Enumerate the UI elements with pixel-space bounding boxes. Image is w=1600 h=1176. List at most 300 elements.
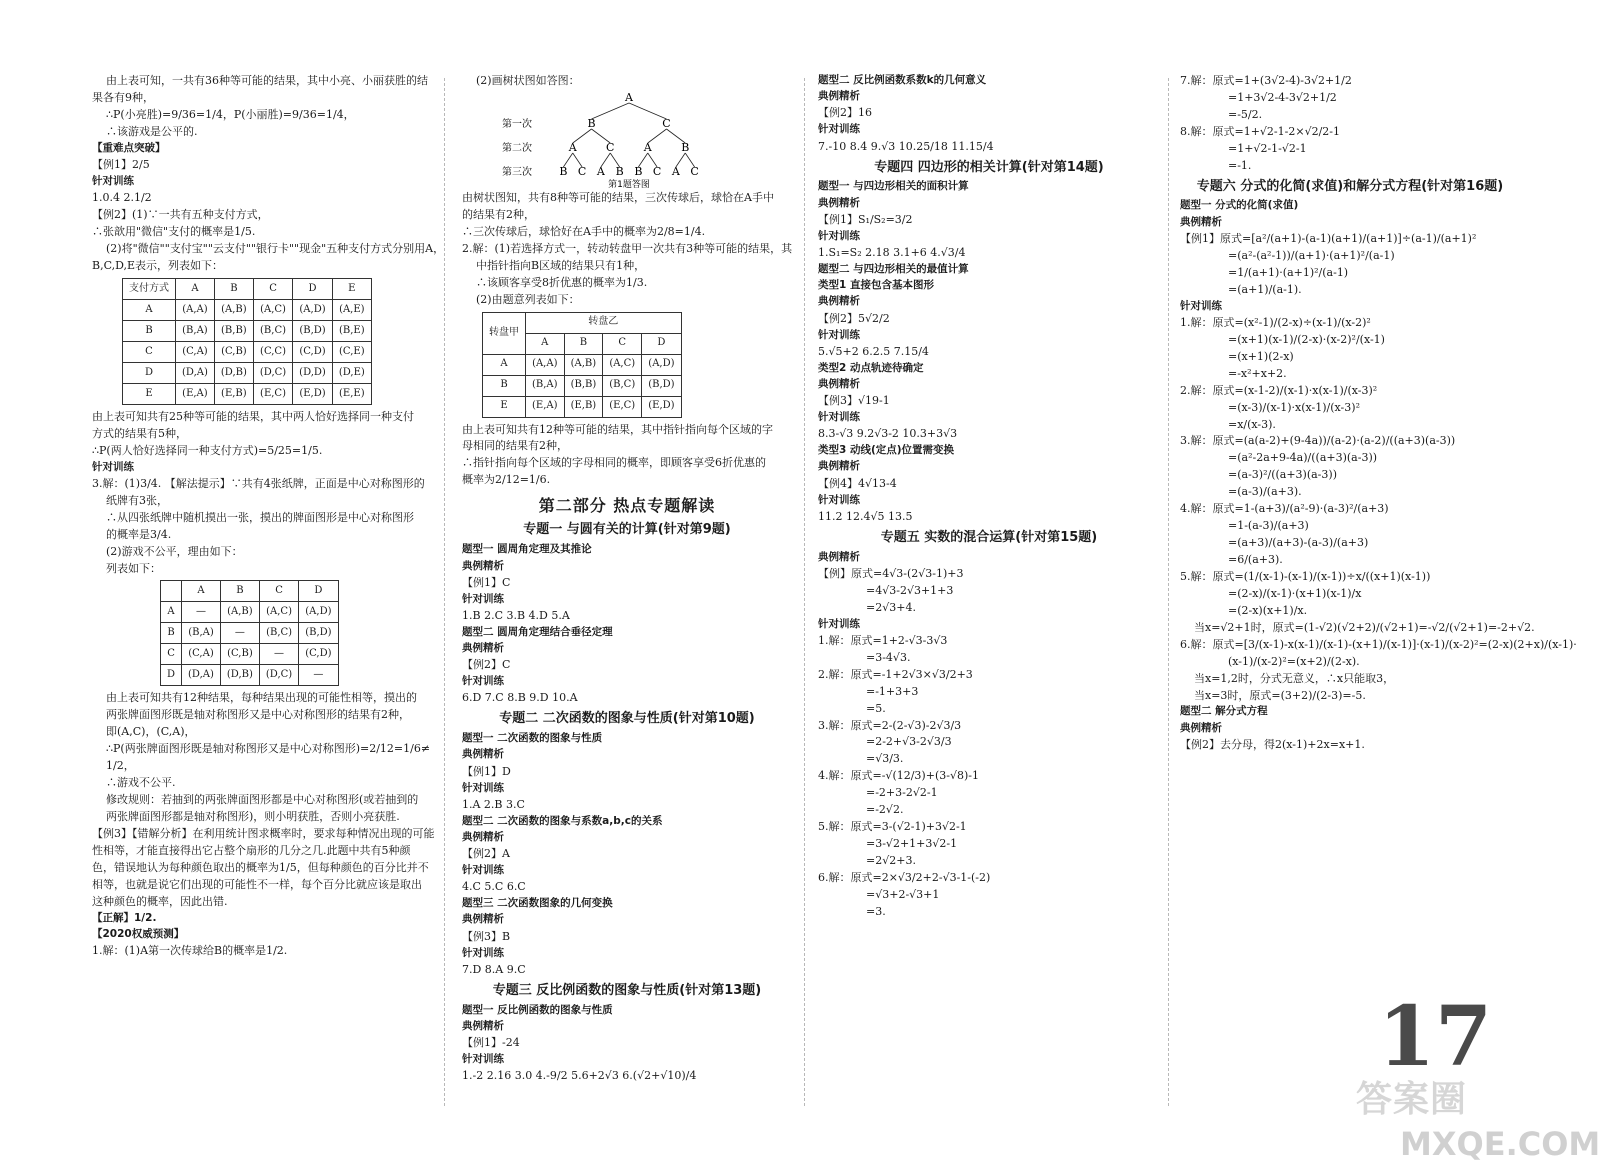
table-row xyxy=(123,362,372,383)
table-cell: B xyxy=(161,623,182,644)
table-row xyxy=(161,602,339,623)
text-line: 类型1 直接包含基本图形 xyxy=(818,279,934,292)
text-line: 【例1】C xyxy=(462,575,511,589)
text-line: ∴该游戏是公平的. xyxy=(106,124,198,138)
section-heading: 专题六 分式的化简(求值)和解分式方程(针对第16题) xyxy=(1196,178,1504,194)
table-cell: (D,C) xyxy=(259,665,298,686)
table-cell: (E,A) xyxy=(176,383,215,404)
text-line: 针对训练 xyxy=(462,946,504,959)
column-1-lines-3 xyxy=(92,690,435,959)
text-line: 【例3】【错解分析】在利用统计图求概率时，要求每种情况出现的可能 xyxy=(92,826,435,840)
text-line: 两张牌面图形既是轴对称图形又是中心对称图形的结果有2种， xyxy=(106,708,410,722)
table-cell: (C,D) xyxy=(293,341,333,362)
table-cell: C xyxy=(259,581,298,602)
table-cell: B xyxy=(214,278,253,299)
text-line: =(a²-2a+9-4a)/((a+3)(a-3)) xyxy=(1228,451,1378,465)
text-line: 针对训练 xyxy=(818,328,860,341)
table-cell: (A,D) xyxy=(642,354,681,375)
table-cell: (C,E) xyxy=(332,341,371,362)
text-line: 1.解：原式=1+2-√3-3√3 xyxy=(818,633,948,647)
text-line: 题型二 二次函数的图象与系数a,b,c的关系 xyxy=(462,814,663,827)
table-cell: (A,C) xyxy=(603,354,642,375)
table-row xyxy=(483,375,682,396)
text-line: ∴指针指向每个区域的字母相同的概率，即顾客享受6折优惠的 xyxy=(462,456,766,470)
text-line: =(x+1)(x-1)/(2-x)·(x-2)²/(x-1) xyxy=(1228,332,1385,346)
text-line: 题型一 分式的化简(求值) xyxy=(1180,199,1299,212)
text-line: 中指针指向B区域的结果只有1种， xyxy=(476,258,646,272)
table-cell: (C,B) xyxy=(220,644,259,665)
table-cell: (A,D) xyxy=(299,602,338,623)
text-line: 母相同的结果有2种， xyxy=(462,439,568,453)
text-line: 6.解：原式=[3/(x-1)-x(x-1)/(x-1)-(x+1)/(x-1)]·(x-1)/(x-2)²=(2-x)(2+x)/(x-1)· xyxy=(1180,637,1577,651)
text-line: 【例1】2/5 xyxy=(92,157,150,171)
section-heading: 专题四 四边形的相关计算(针对第14题) xyxy=(874,159,1104,175)
tree-diagram xyxy=(502,91,712,189)
table-cell: A xyxy=(526,333,565,354)
section-heading: 专题一 与圆有关的计算(针对第9题) xyxy=(523,522,731,538)
text-line: 5.解：原式=(1/(x-1)-(x-1)/(x-1))÷x/((x+1)(x-1)) xyxy=(1180,569,1431,583)
table-cell: A xyxy=(176,278,215,299)
column-divider xyxy=(1168,78,1169,1106)
table-cell: (C,C) xyxy=(253,341,292,362)
table-cell: (B,A) xyxy=(182,623,221,644)
text-line: =(2-x)/(x-1)·(x+1)(x-1)/x xyxy=(1228,586,1362,600)
table-cell: (A,B) xyxy=(220,602,259,623)
tree-node: B xyxy=(559,164,568,178)
text-line: 两张牌面图形都是轴对称图形)，则小明获胜，否则小亮获胜. xyxy=(106,810,400,824)
section-heading: 专题二 二次函数的图象与性质(针对第10题) xyxy=(499,711,755,727)
table-cell: (E,B) xyxy=(564,396,603,417)
column-3 xyxy=(818,72,1160,1116)
text-line: =-1. xyxy=(1228,158,1252,172)
text-line: 题型一 反比例函数的图象与性质 xyxy=(462,1003,613,1016)
text-line: 针对训练 xyxy=(462,1053,504,1065)
text-line: =3. xyxy=(866,904,886,918)
text-line: 性相等，才能直接得出它占整个扇形的几分之几.此题中共有5种颜 xyxy=(92,843,411,857)
tree-node: A xyxy=(671,164,680,178)
table-cell: B xyxy=(483,375,526,396)
section-heading: 专题五 实数的混合运算(针对第15题) xyxy=(880,529,1098,545)
text-line: 6.解：原式=2×√3/2+2-√3-1-(-2) xyxy=(818,870,991,884)
text-line: =-2+3-2√2-1 xyxy=(866,786,938,800)
text-line: ∴三次传球后，球恰好在A手中的概率为2/8=1/4. xyxy=(462,224,706,238)
text-line: 题型一 与四边形相关的面积计算 xyxy=(818,180,969,193)
table-cell: (E,D) xyxy=(293,383,333,404)
watermark-url: MXQE.COM xyxy=(1400,1125,1600,1163)
text-line: 典例精析 xyxy=(462,748,504,761)
text-line: 7.解：原式=1+(3√2-4)-3√2+1/2 xyxy=(1180,74,1352,87)
text-line: 4.解：原式=1-(a+3)/(a²-9)·(a-3)²/(a+3) xyxy=(1180,502,1389,516)
table-cell: (B,E) xyxy=(332,320,371,341)
table-cell: (B,A) xyxy=(526,375,565,396)
text-line: 典例精析 xyxy=(1180,215,1222,228)
text-line: 当x=1,2时，分式无意义，∴x只能取3， xyxy=(1194,671,1395,685)
text-line: 典例精析 xyxy=(462,830,504,843)
table-row xyxy=(123,299,372,320)
tree-branch xyxy=(629,103,667,119)
table-row xyxy=(123,341,372,362)
text-line: 1/2， xyxy=(106,759,135,773)
table-cell: (C,D) xyxy=(299,644,338,665)
text-line: 【正解】1/2. xyxy=(92,911,157,924)
text-line: 8.解：原式=1+√2-1-2×√2/2-1 xyxy=(1180,124,1341,138)
text-line: 【例2】(1)∵一共有五种支付方式， xyxy=(92,208,269,222)
text-line: ∴张歆用"微信"支付的概率是1/5. xyxy=(92,225,256,238)
table-cell: A xyxy=(123,299,176,320)
text-line: 典例精析 xyxy=(462,1019,504,1032)
text-line: =2-2+√3-2√3/3 xyxy=(866,735,952,749)
tree-node: A xyxy=(568,140,577,154)
table-cell: D xyxy=(161,665,182,686)
table-header-row xyxy=(483,312,682,333)
text-line: 典例精析 xyxy=(818,90,860,103)
text-line: 当x=3时，原式=(3+2)/(2-3)=-5. xyxy=(1194,688,1366,702)
text-line: 针对训练 xyxy=(462,781,504,794)
text-line: 纸牌有3张， xyxy=(106,493,168,507)
table-row xyxy=(161,623,339,644)
text-line: 概率为2/12=1/6. xyxy=(462,473,551,487)
text-line: 11.2 12.4√5 13.5 xyxy=(818,509,913,523)
table-cell: D xyxy=(293,278,333,299)
tree-row-label: 第二次 xyxy=(502,142,532,154)
tree-node: A xyxy=(625,90,633,104)
text-line: 由上表可知共有12种结果，每种结果出现的可能性相等，摸出的 xyxy=(106,691,417,705)
tree-node: A xyxy=(596,164,605,178)
text-line: =-1+3+3 xyxy=(866,684,919,698)
table-cell: (B,D) xyxy=(299,623,338,644)
text-line: =1/(a+1)·(a+1)²/(a-1) xyxy=(1228,265,1349,279)
text-line: 这种颜色的概率，因此出错. xyxy=(92,894,228,908)
text-line: ∴游戏不公平. xyxy=(106,776,176,790)
table-cell: (E,B) xyxy=(214,383,253,404)
table-cell: (A,A) xyxy=(526,354,565,375)
tree-node: C xyxy=(652,164,662,178)
text-line: 类型3 动线(定点)位置需变换 xyxy=(818,444,955,457)
table-cell: (B,B) xyxy=(214,320,253,341)
text-line: B,C,D,E表示，列表如下： xyxy=(92,258,224,272)
column-4-lines xyxy=(1180,73,1577,753)
table-row xyxy=(123,383,372,404)
table-cell: E xyxy=(483,396,526,417)
text-line: (2)画树状图如答图： xyxy=(476,74,580,87)
text-line: =(a+3)/(a+3)-(a-3)/(a+3) xyxy=(1228,536,1369,550)
text-line: 【例1】-24 xyxy=(462,1036,520,1050)
table-cell: D xyxy=(299,581,338,602)
section-heading: 专题三 反比例函数的图象与性质(针对第13题) xyxy=(492,982,762,998)
text-line: =(x+1)(2-x) xyxy=(1228,349,1294,363)
text-line: (2)游戏不公平，理由如下： xyxy=(106,544,243,558)
text-line: 典例精析 xyxy=(462,913,504,926)
text-line: 即(A,C)，(C,A)， xyxy=(106,725,196,739)
text-line: 针对训练 xyxy=(92,460,134,473)
table-cell: (B,C) xyxy=(603,375,642,396)
table-cell: (B,C) xyxy=(259,623,298,644)
text-line: 由上表可知共有12种等可能的结果，其中指针指向每个区域的字 xyxy=(462,422,773,436)
text-line: 题型一 二次函数的图象与性质 xyxy=(462,732,603,745)
text-line: 【例2】A xyxy=(462,847,510,861)
text-line: 题型二 反比例函数系数k的几何意义 xyxy=(818,74,987,86)
text-line: ∴P(小亮胜)=9/36=1/4，P(小丽胜)=9/36=1/4， xyxy=(106,107,355,121)
table-cell: — xyxy=(259,644,298,665)
text-line: =1+√2-1-√2-1 xyxy=(1228,141,1307,155)
tree-node: A xyxy=(643,140,652,154)
table-cell: (A,E) xyxy=(332,299,371,320)
text-line: 针对训练 xyxy=(818,411,860,424)
table-cell: (B,D) xyxy=(293,320,333,341)
text-line: =6/(a+3). xyxy=(1228,553,1283,566)
column-1 xyxy=(92,72,445,1116)
watermark-text: 答案圈 xyxy=(1356,1079,1468,1120)
tree-node: B xyxy=(681,140,690,154)
text-line: 2.解：原式=(x-1-2)/(x-1)·x(x-1)/(x-3)² xyxy=(1180,383,1378,397)
table-cell: (C,A) xyxy=(182,644,221,665)
tree-node: C xyxy=(690,164,699,178)
table-cell: A xyxy=(182,581,221,602)
table-cell: B xyxy=(564,333,603,354)
table-cell: (D,B) xyxy=(220,665,259,686)
column-2 xyxy=(462,72,792,1116)
text-line: =3-√2+1+3√2-1 xyxy=(866,837,958,851)
text-line: =(x-3)/(x-1)·x(x-1)/(x-3)² xyxy=(1228,400,1360,414)
table-row xyxy=(161,644,339,665)
text-line: =5. xyxy=(866,701,886,715)
card-outcome-table xyxy=(160,580,339,686)
table-cell: (B,B) xyxy=(564,375,603,396)
text-line: 当x=√2+1时，原式=(1-√2)(√2+2)/(√2+1)=-√2/(√2+1)=-2+√2. xyxy=(1194,620,1535,634)
text-line: 1.0.4 2.1/2 xyxy=(92,191,152,205)
text-line: 针对训练 xyxy=(818,617,860,630)
text-line: 3.解：(1)3/4. 【解法提示】∵共有4张纸牌，正面是中心对称图形的 xyxy=(92,476,425,490)
table-cell: B xyxy=(220,581,259,602)
table-cell: — xyxy=(182,602,221,623)
table-header-row xyxy=(123,278,372,299)
text-line: 典例精析 xyxy=(462,559,504,572)
table-cell: (A,C) xyxy=(253,299,292,320)
text-line: 针对训练 xyxy=(1180,299,1222,312)
text-line: 8.3-√3 9.2√3-2 10.3+3√3 xyxy=(818,427,958,441)
tree-node: B xyxy=(587,116,596,130)
text-line: 相等，也就是说它们出现的可能性不一样，每个百分比就应该是取出 xyxy=(92,877,422,891)
table-row xyxy=(161,665,339,686)
table-cell: (D,A) xyxy=(176,362,215,383)
table-cell: (B,C) xyxy=(253,320,292,341)
column-divider xyxy=(804,78,805,1106)
text-line: 方式的结果有5种， xyxy=(92,426,187,440)
table-cell: C xyxy=(123,341,176,362)
text-line: 2.解：原式=-1+2√3×√3/2+3 xyxy=(818,667,973,681)
text-line: 3.解：原式=2-(2-√3)-2√3/3 xyxy=(818,718,962,732)
table-cell: E xyxy=(123,383,176,404)
text-line: 【例1】原式=[a²/(a+1)-(a-1)(a+1)/(a+1)]÷(a-1)/(a+1)² xyxy=(1180,231,1477,245)
table-cell: (D,D) xyxy=(293,362,333,383)
part-title: 第二部分 热点专题解读 xyxy=(538,496,716,516)
table-cell: (E,C) xyxy=(603,396,642,417)
text-line: 典例精析 xyxy=(1180,721,1222,734)
text-line: (x-1)/(x-2)²=(x+2)/(2-x). xyxy=(1228,654,1360,668)
text-line: (2)将"微信""支付宝""云支付""银行卡""现金"五种支付方式分别用A， xyxy=(106,241,445,255)
text-line: 6.D 7.C 8.B 9.D 10.A xyxy=(462,691,578,705)
text-line: 由树状图知，共有8种等可能的结果，三次传球后，球恰在A手中 xyxy=(462,190,774,204)
table-cell: C xyxy=(253,278,292,299)
tree-node: C xyxy=(577,164,587,178)
text-line: 【例3】B xyxy=(462,929,511,943)
text-line: 题型二 与四边形相关的最值计算 xyxy=(818,262,969,275)
text-line: 【例3】√19-1 xyxy=(818,394,890,408)
text-line: 1.-2 2.16 3.0 4.-9/2 5.6+2√3 6.(√2+√10)/4 xyxy=(462,1069,697,1083)
table-cell: (D,E) xyxy=(332,362,371,383)
tree-row-label: 第一次 xyxy=(502,118,532,130)
column-1-lines-2 xyxy=(92,409,425,577)
payment-method-table xyxy=(122,278,372,405)
tree-node: C xyxy=(662,116,671,130)
text-line: =(a-3)²/((a+3)(a-3)) xyxy=(1228,468,1337,482)
table-cell: (B,A) xyxy=(176,320,215,341)
text-line: 的结果有2种， xyxy=(462,207,535,221)
text-line: 典例精析 xyxy=(818,295,860,308)
text-line: 针对训练 xyxy=(462,675,504,688)
table-row xyxy=(483,354,682,375)
text-line: 【例2】去分母，得2(x-1)+2x=x+1. xyxy=(1180,737,1365,751)
text-line: 由上表可知共有25种等可能的结果，其中两人恰好选择同一种支付 xyxy=(92,409,414,423)
table-cell: (D,C) xyxy=(253,362,292,383)
table-cell: C xyxy=(161,644,182,665)
table-cell: (E,A) xyxy=(526,396,565,417)
text-line: 5.解：原式=3-(√2-1)+3√2-1 xyxy=(818,820,967,834)
column-2-lines xyxy=(462,73,792,89)
text-line: 针对训练 xyxy=(462,592,504,605)
column-1-lines xyxy=(92,73,445,274)
text-line: 4.解：原式=-√(12/3)+(3-√8)-1 xyxy=(818,769,979,783)
text-line: =-2√2. xyxy=(866,803,904,817)
text-line: 5.√5+2 6.2.5 7.15/4 xyxy=(818,344,929,358)
text-line: 【例1】D xyxy=(462,764,511,778)
text-line: 题型二 解分式方程 xyxy=(1180,705,1268,718)
text-line: 列表如下： xyxy=(106,561,161,575)
table-cell: (D,A) xyxy=(182,665,221,686)
table-cell: (E,C) xyxy=(253,383,292,404)
text-line: =(a²-(a²-1))/(a+1)·(a+1)²/(a-1) xyxy=(1228,248,1395,262)
table-cell: (D,B) xyxy=(214,362,253,383)
text-line: 【例4】4√13-4 xyxy=(818,476,897,490)
table-cell: C xyxy=(603,333,642,354)
figure-caption: 第1题答图 xyxy=(608,179,650,190)
text-line: 【例】原式=4√3-(2√3-1)+3 xyxy=(818,566,964,580)
text-line: 果各有9种， xyxy=(92,90,154,104)
text-line: 7.D 8.A 9.C xyxy=(462,962,526,976)
text-line: 典例精析 xyxy=(818,196,860,209)
text-line: 1.A 2.B 3.C xyxy=(462,797,525,811)
table-cell xyxy=(161,581,182,602)
spinner-outcome-table xyxy=(482,312,682,418)
text-line: 题型一 圆周角定理及其推论 xyxy=(462,543,592,556)
text-line: 典例精析 xyxy=(462,642,504,655)
text-line: 典例精析 xyxy=(818,550,860,563)
text-line: 2.解：(1)若选择方式一，转动转盘甲一次共有3种等可能的结果，其 xyxy=(462,241,793,255)
column-4 xyxy=(1180,72,1577,1120)
table-cell: (E,D) xyxy=(642,396,681,417)
table-header-row xyxy=(161,581,339,602)
text-line: 典例精析 xyxy=(818,377,860,390)
text-line: =1-(a-3)/(a+3) xyxy=(1228,519,1309,533)
column-3-lines xyxy=(818,73,1160,920)
text-line: 题型三 二次函数图象的几何变换 xyxy=(462,897,613,910)
text-line: =-x²+x+2. xyxy=(1228,366,1287,380)
column-2-lines-4 xyxy=(462,521,792,1084)
text-line: 1.B 2.C 3.B 4.D 5.A xyxy=(462,608,570,622)
table-cell: (A,A) xyxy=(176,299,215,320)
text-line: 针对训练 xyxy=(818,493,860,506)
table-cell: 转盘乙 xyxy=(526,312,682,333)
text-line: =(a+1)/(a-1). xyxy=(1228,282,1302,296)
table-cell: (A,D) xyxy=(293,299,333,320)
text-line: 【例1】S₁/S₂=3/2 xyxy=(818,212,913,226)
text-line: 1.解：原式=(x²-1)/(2-x)÷(x-1)/(x-2)² xyxy=(1180,315,1371,329)
text-line: 1.解：(1)A第一次传球给B的概率是1/2. xyxy=(92,944,288,958)
table-cell: (E,E) xyxy=(332,383,371,404)
tree-node: B xyxy=(615,164,624,178)
text-line: =4√3-2√3+1+3 xyxy=(866,583,954,597)
text-line: 色，错误地认为每种颜色取出的概率为1/5，但每种颜色的百分比并不 xyxy=(92,860,429,874)
text-line: 【例2】C xyxy=(462,658,511,672)
text-line: 3.解：原式=(a(a-2)+(9-4a))/(a-2)·(a-2)/((a+3)(a-3)) xyxy=(1180,434,1456,448)
table-cell: (A,B) xyxy=(214,299,253,320)
text-line: =√3/3. xyxy=(866,752,904,766)
text-line: 1.S₁=S₂ 2.18 3.1+6 4.√3/4 xyxy=(818,245,966,259)
text-line: =2√3+4. xyxy=(866,600,916,614)
text-line: 【重难点突破】 xyxy=(92,141,166,154)
text-line: 修改规则：若抽到的两张牌面图形都是中心对称图形(或若抽到的 xyxy=(106,793,419,807)
text-line: ∴P(两张牌面图形既是轴对称图形又是中心对称图形)=2/12=1/6≠ xyxy=(106,742,431,756)
page-number: 17 xyxy=(1378,989,1493,1085)
table-cell: (C,A) xyxy=(176,341,215,362)
text-line: 类型2 动点轨迹待确定 xyxy=(818,361,924,374)
text-line: ∴该顾客享受8折优惠的概率为1/3. xyxy=(476,275,648,289)
text-line: 典例精析 xyxy=(818,460,860,473)
table-cell: B xyxy=(123,320,176,341)
text-line: =(a-3)/(a+3). xyxy=(1228,485,1302,499)
text-line: =2√2+3. xyxy=(866,854,916,867)
text-line: =x/(x-3). xyxy=(1228,417,1276,431)
table-cell: — xyxy=(299,665,338,686)
tree-node: C xyxy=(606,140,615,154)
text-line: =√3+2-√3+1 xyxy=(866,887,940,901)
table-row xyxy=(123,320,372,341)
text-line: =-5/2. xyxy=(1228,107,1263,121)
text-line: 针对训练 xyxy=(92,174,134,187)
text-line: 针对训练 xyxy=(462,864,504,877)
text-line: ∴P(两人恰好选择同一种支付方式)=5/25=1/5. xyxy=(92,443,323,457)
column-2-lines-3 xyxy=(462,422,792,489)
text-line: 7.-10 8.4 9.√3 10.25/18 11.15/4 xyxy=(818,139,994,153)
table-cell: (B,D) xyxy=(642,375,681,396)
text-line: =1+3√2-4-3√2+1/2 xyxy=(1228,90,1337,104)
table-cell: 支付方式 xyxy=(123,278,176,299)
table-cell: A xyxy=(483,354,526,375)
table-cell: D xyxy=(642,333,681,354)
text-line: =(2-x)(x+1)/x. xyxy=(1228,603,1308,617)
table-cell: (C,B) xyxy=(214,341,253,362)
table-cell: — xyxy=(220,623,259,644)
text-line: 针对训练 xyxy=(818,123,860,136)
table-row xyxy=(483,396,682,417)
text-line: 针对训练 xyxy=(818,229,860,242)
text-line: (2)由题意列表如下： xyxy=(476,292,580,306)
table-cell: E xyxy=(332,278,371,299)
table-cell: 转盘甲 xyxy=(483,312,526,354)
tree-row-label: 第三次 xyxy=(502,166,532,178)
text-line: 【2020权威预测】 xyxy=(92,927,185,940)
table-cell: (A,C) xyxy=(259,602,298,623)
